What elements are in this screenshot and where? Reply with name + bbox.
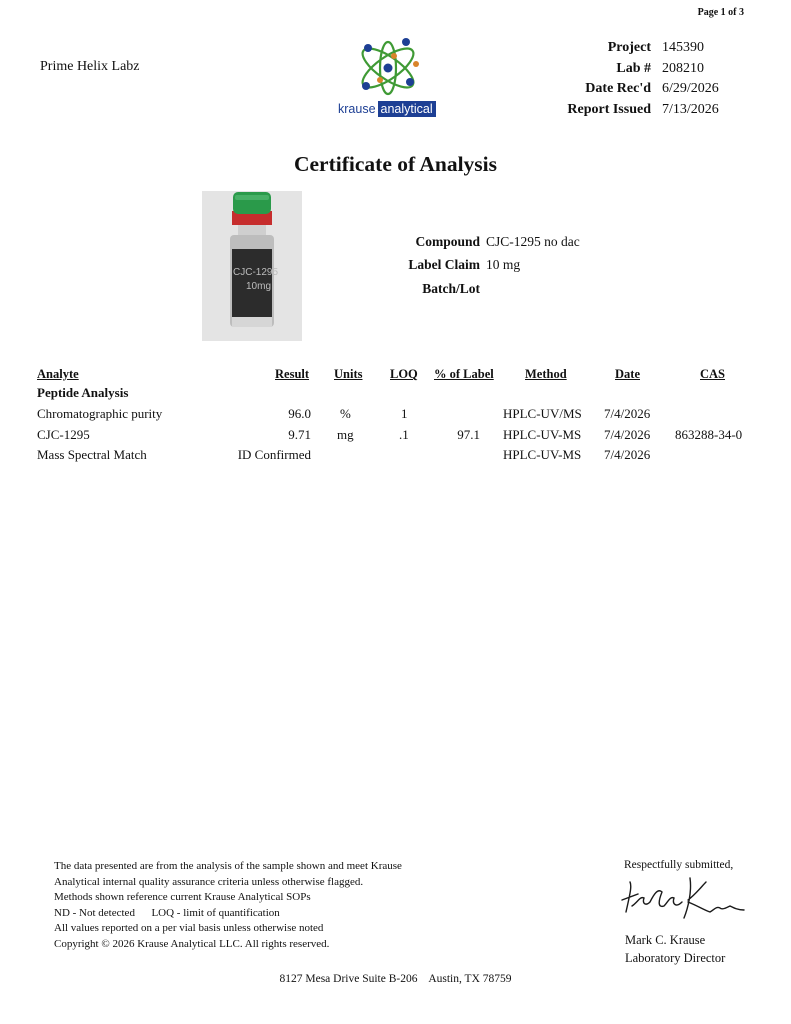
meta-value: 7/13/2026 xyxy=(662,102,719,117)
cell-units: mg xyxy=(337,427,354,442)
cell-date: 7/4/2026 xyxy=(604,447,651,462)
col-header-units: Units xyxy=(334,367,363,381)
vial-label-line2: 10mg xyxy=(246,281,272,292)
section-peptide-analysis: Peptide Analysis xyxy=(37,385,129,400)
cell-pct-label: 97.1 xyxy=(457,427,480,442)
signer-name: Mark C. Krause xyxy=(625,933,706,947)
col-header-loq: LOQ xyxy=(390,367,418,381)
respectfully-submitted: Respectfully submitted, xyxy=(624,859,734,871)
meta-label: Lab # xyxy=(616,61,651,76)
footer-note-line: ND - Not detected LOQ - limit of quantification xyxy=(54,907,280,919)
signature-image xyxy=(618,872,748,928)
label-claim-label: Label Claim xyxy=(408,257,480,272)
footer-note-line: Analytical internal quality assurance criteria unless otherwise flagged. xyxy=(54,876,364,888)
cell-analyte: Chromatographic purity xyxy=(37,406,163,421)
cell-cas: 863288-34-0 xyxy=(675,427,743,442)
meta-lab-number xyxy=(540,61,760,81)
col-header-result: Result xyxy=(275,367,310,381)
meta-project xyxy=(540,40,760,60)
cell-analyte: CJC-1295 xyxy=(37,427,90,442)
footer-note-line: All values reported on a per vial basis unless otherwise noted xyxy=(54,922,324,934)
cell-date: 7/4/2026 xyxy=(604,406,651,421)
meta-label: Report Issued xyxy=(567,102,651,117)
client-name: Prime Helix Labz xyxy=(40,59,140,74)
meta-label: Project xyxy=(607,40,651,55)
meta-value: 6/29/2026 xyxy=(662,81,719,96)
cell-date: 7/4/2026 xyxy=(604,427,651,442)
label-claim-value: 10 mg xyxy=(486,257,521,272)
cell-result: 9.71 xyxy=(288,427,311,442)
logo-word-analytical: analytical xyxy=(378,101,436,117)
meta-date-received xyxy=(540,81,760,101)
label-claim-value-cell xyxy=(478,257,638,277)
compound-label: Compound xyxy=(415,234,480,249)
lab-address: 8127 Mesa Drive Suite B-206 Austin, TX 78759 xyxy=(279,973,512,985)
batch-lot-label-cell xyxy=(300,281,480,301)
cell-method: HPLC-UV/MS xyxy=(503,406,582,421)
footer-note-line: Methods shown reference current Krause Analytical SOPs xyxy=(54,891,311,903)
meta-report-issued xyxy=(540,102,760,122)
meta-value: 145390 xyxy=(662,40,704,55)
cell-loq: .1 xyxy=(399,427,409,442)
col-header-cas: CAS xyxy=(700,367,726,381)
col-header-pct-label: % of Label xyxy=(434,367,494,381)
footer-note-line: The data presented are from the analysis of the sample shown and meet Krause xyxy=(54,860,402,872)
footer-copyright: Copyright © 2026 Krause Analytical LLC. All rights reserved. xyxy=(54,938,330,950)
company-logo xyxy=(338,34,456,120)
logo-word-krause: krause xyxy=(338,102,376,116)
compound-value-cell xyxy=(478,234,638,254)
cell-loq: 1 xyxy=(401,406,408,421)
page-title: Certificate of Analysis xyxy=(293,152,497,176)
signer-title: Laboratory Director xyxy=(625,951,726,965)
compound-value: CJC-1295 no dac xyxy=(486,234,580,249)
batch-lot-value-cell xyxy=(478,281,638,301)
logo-wordmark xyxy=(338,100,436,118)
col-header-analyte: Analyte xyxy=(37,367,79,381)
cell-analyte: Mass Spectral Match xyxy=(37,447,147,462)
meta-value: 208210 xyxy=(662,61,704,76)
cell-result: 96.0 xyxy=(288,406,311,421)
page-number: Page 1 of 3 xyxy=(697,7,744,18)
meta-label: Date Rec'd xyxy=(585,81,651,96)
cell-units: % xyxy=(340,406,351,421)
cell-method: HPLC-UV-MS xyxy=(503,427,582,442)
sample-vial-photo xyxy=(202,191,302,341)
col-header-method: Method xyxy=(525,367,567,381)
vial-label-line1: CJC-1295 xyxy=(233,267,279,278)
cell-method: HPLC-UV-MS xyxy=(503,447,582,462)
label-claim-label-cell xyxy=(300,257,480,277)
col-header-date: Date xyxy=(615,367,640,381)
compound-label-cell xyxy=(300,234,480,254)
batch-lot-label: Batch/Lot xyxy=(422,281,480,296)
cell-result: ID Confirmed xyxy=(237,447,311,462)
atom-logo-icon xyxy=(338,34,456,102)
